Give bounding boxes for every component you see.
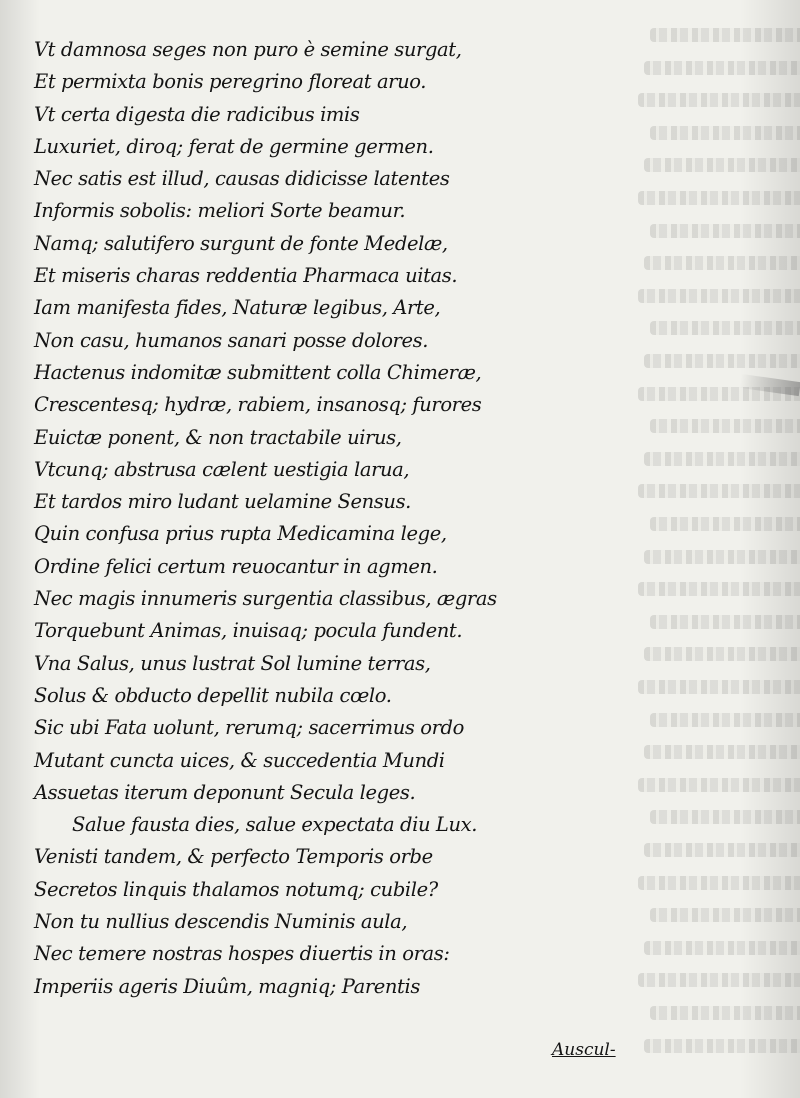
verse-line: Non casu, humanos sanari posse dolores.	[34, 328, 429, 352]
bleed-through-line	[644, 647, 800, 661]
verse-line: Hactenus indomitæ submittent colla Chimeræ,	[34, 360, 482, 384]
bleed-through-line	[638, 973, 800, 987]
bleed-through-line	[638, 484, 800, 498]
verse-line: Solus & obducto depellit nubila cœlo.	[34, 683, 392, 707]
verse-line: Informis sobolis: meliori Sorte beamur.	[34, 199, 406, 223]
bleed-through-line	[638, 680, 800, 694]
verse-line: Sic ubi Fata uolunt, rerumq; sacerrimus ordo	[34, 716, 464, 740]
bleed-through-line	[650, 810, 800, 824]
verse-line: Nec temere nostras hospes diuertis in oras:	[34, 942, 450, 966]
bleed-through-line	[644, 745, 800, 759]
verse-line: Et permixta bonis peregrino floreat aruo.	[34, 70, 427, 94]
verse-line: Nec magis innumeris surgentia classibus, ægras	[34, 587, 497, 611]
verse-line: Imperiis ageris Diuûm, magniq; Parentis	[34, 974, 420, 998]
bleed-through-line	[650, 517, 800, 531]
bleed-through-line	[650, 908, 800, 922]
verse-line: Vt certa digesta die radicibus imis	[34, 102, 360, 126]
verse-line: Ordine felici certum reuocantur in agmen.	[34, 554, 438, 578]
verse-line: Secretos linquis thalamos notumq; cubile?	[34, 877, 438, 901]
bleed-through-line	[650, 713, 800, 727]
bleed-through-line	[650, 126, 800, 140]
bleed-through-line	[638, 191, 800, 205]
bleed-through-line	[644, 550, 800, 564]
bleed-through-line	[638, 778, 800, 792]
bleed-through-line	[650, 28, 800, 42]
bleed-through-line	[650, 615, 800, 629]
verse-line: Venisti tandem, & perfecto Temporis orbe	[34, 845, 433, 869]
bleed-through-line	[638, 93, 800, 107]
bleed-through-line	[644, 256, 800, 270]
verse-line-indented: Salue fausta dies, salue expectata diu Lux.	[72, 813, 478, 837]
bleed-through-line	[644, 452, 800, 466]
verse-line: Crescentesq; hydræ, rabiem, insanosq; furores	[34, 393, 482, 417]
verse-line: Euictæ ponent, & non tractabile uirus,	[34, 425, 402, 449]
bleed-through-line	[644, 843, 800, 857]
bleed-through-line	[644, 1039, 800, 1053]
verse-line: Vna Salus, unus lustrat Sol lumine terras,	[34, 651, 431, 675]
verse-line: Nec satis est illud, causas didicisse latentes	[34, 167, 450, 191]
verse-line: Vt damnosa seges non puro è semine surgat,	[34, 38, 462, 61]
verse-line: Torquebunt Animas, inuisaq; pocula fundent.	[34, 619, 463, 643]
verse-text	[34, 34, 594, 1003]
verse-line: Vtcunq; abstrusa cælent uestigia larua,	[34, 457, 410, 481]
page-smudge	[739, 374, 800, 396]
verse-line: Luxuriet, diroq; ferat de germine germen.	[34, 134, 434, 158]
bleed-through-line	[638, 289, 800, 303]
bleed-through-line	[638, 582, 800, 596]
bleed-through-line	[650, 419, 800, 433]
bleed-through-line	[644, 158, 800, 172]
bleed-through-line	[650, 224, 800, 238]
bleed-through-line	[644, 61, 800, 75]
verse-line: Namq; salutifero surgunt de fonte Medelæ,	[34, 231, 448, 255]
bleed-through-line	[644, 941, 800, 955]
verse-line: Assuetas iterum deponunt Secula leges.	[34, 780, 416, 804]
bleed-through-line	[650, 1006, 800, 1020]
verse-line: Quin confusa prius rupta Medicamina lege,	[34, 522, 447, 546]
bleed-through-line	[638, 876, 800, 890]
verse-line: Et miseris charas reddentia Pharmaca uitas.	[34, 264, 458, 288]
verse-line: Non tu nullius descendis Numinis aula,	[34, 910, 408, 934]
catchword: Auscul-	[552, 1040, 616, 1060]
verse-line: Mutant cuncta uices, & succedentia Mundi	[34, 748, 445, 772]
verse-line: Et tardos miro ludant uelamine Sensus.	[34, 490, 411, 514]
bleed-through-line	[650, 321, 800, 335]
verse-line: Iam manifesta fides, Naturæ legibus, Arte,	[34, 296, 441, 320]
bleed-through-line	[644, 354, 800, 368]
